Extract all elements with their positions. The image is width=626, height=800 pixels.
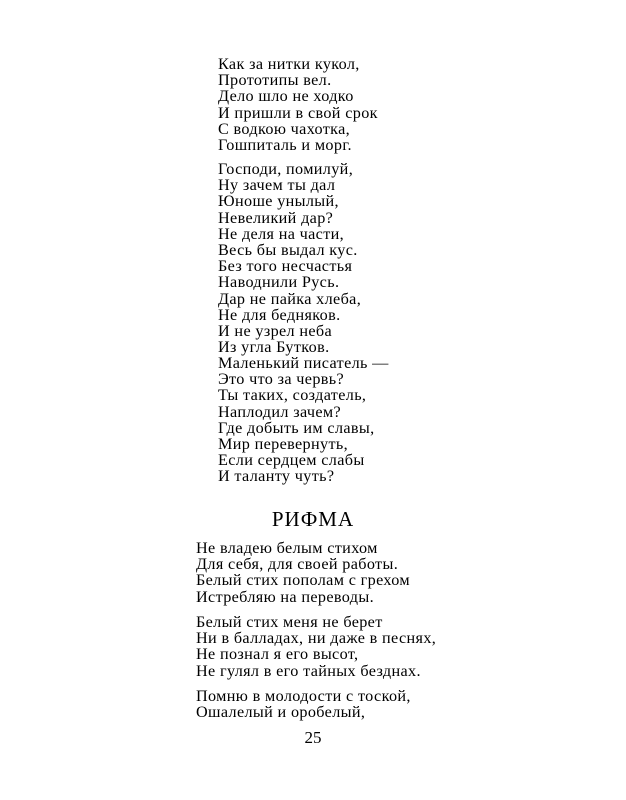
verse-line: Дело шло не ходко [218, 87, 354, 106]
stanza [218, 56, 378, 153]
verse-line: Белый стих пополам с грехом [196, 571, 410, 590]
stanza [196, 540, 410, 605]
verse-line: Дар не пайка хлеба, [218, 289, 362, 308]
verse-line: Где добыть им славы, [218, 418, 375, 437]
verse-line: И таланту чуть? [218, 467, 335, 486]
verse-line: Гошпиталь и морг. [218, 136, 352, 155]
verse-line: Ошалелый и оробелый, [196, 703, 366, 722]
stanza [196, 688, 411, 720]
verse-line: С водкою чахотка, [218, 119, 351, 138]
verse-line: Ни в балладах, ни даже в песнях, [196, 629, 437, 648]
verse-line: Для себя, для своей работы. [196, 555, 399, 574]
verse-line: Юноше унылый, [218, 192, 339, 211]
poem-title: РИФМА [271, 507, 355, 531]
verse-line: Господи, помилуй, [218, 160, 354, 178]
verse-line: Маленький писатель — [218, 354, 389, 372]
verse-line: Наводнили Русь. [218, 273, 340, 292]
verse-line: Ты таких, создатель, [218, 386, 367, 405]
verse-line: Прототипы вел. [218, 71, 332, 90]
verse-line: Наплодил зачем? [218, 402, 341, 421]
stanza [218, 161, 361, 355]
verse-line: Не познал я его высот, [196, 645, 359, 664]
verse-line: Мир перевернуть, [218, 435, 349, 454]
verse-line: Из угла Бутков. [218, 338, 330, 357]
stanza [218, 355, 389, 485]
verse-line: Белый стих меня не берет [196, 613, 383, 631]
verse-line: Если сердцем слабы [218, 451, 365, 470]
page-number: 25 [304, 728, 322, 747]
verse-line: Весь бы выдал кус. [218, 241, 358, 260]
verse-line: И пришли в свой срок [218, 103, 378, 122]
verse-line: Не деля на части, [218, 224, 345, 243]
verse-line: Истребляю на переводы. [196, 587, 374, 606]
verse-line: Невеликий дар? [218, 208, 334, 227]
verse-line: Это что за червь? [218, 370, 345, 389]
verse-line: Не владею белым стихом [196, 539, 378, 557]
verse-line: Без того несчастья [218, 257, 353, 276]
verse-line: Ну зачем ты дал [218, 176, 336, 195]
stanza [196, 614, 436, 679]
verse-line: Как за нитки кукол, [218, 55, 360, 73]
verse-line: Помню в молодости с тоской, [196, 687, 411, 705]
verse-line: Не гулял в его тайных безднах. [196, 661, 421, 680]
verse-line: И не узрел неба [218, 322, 333, 341]
verse-line: Не для бедняков. [218, 305, 341, 324]
